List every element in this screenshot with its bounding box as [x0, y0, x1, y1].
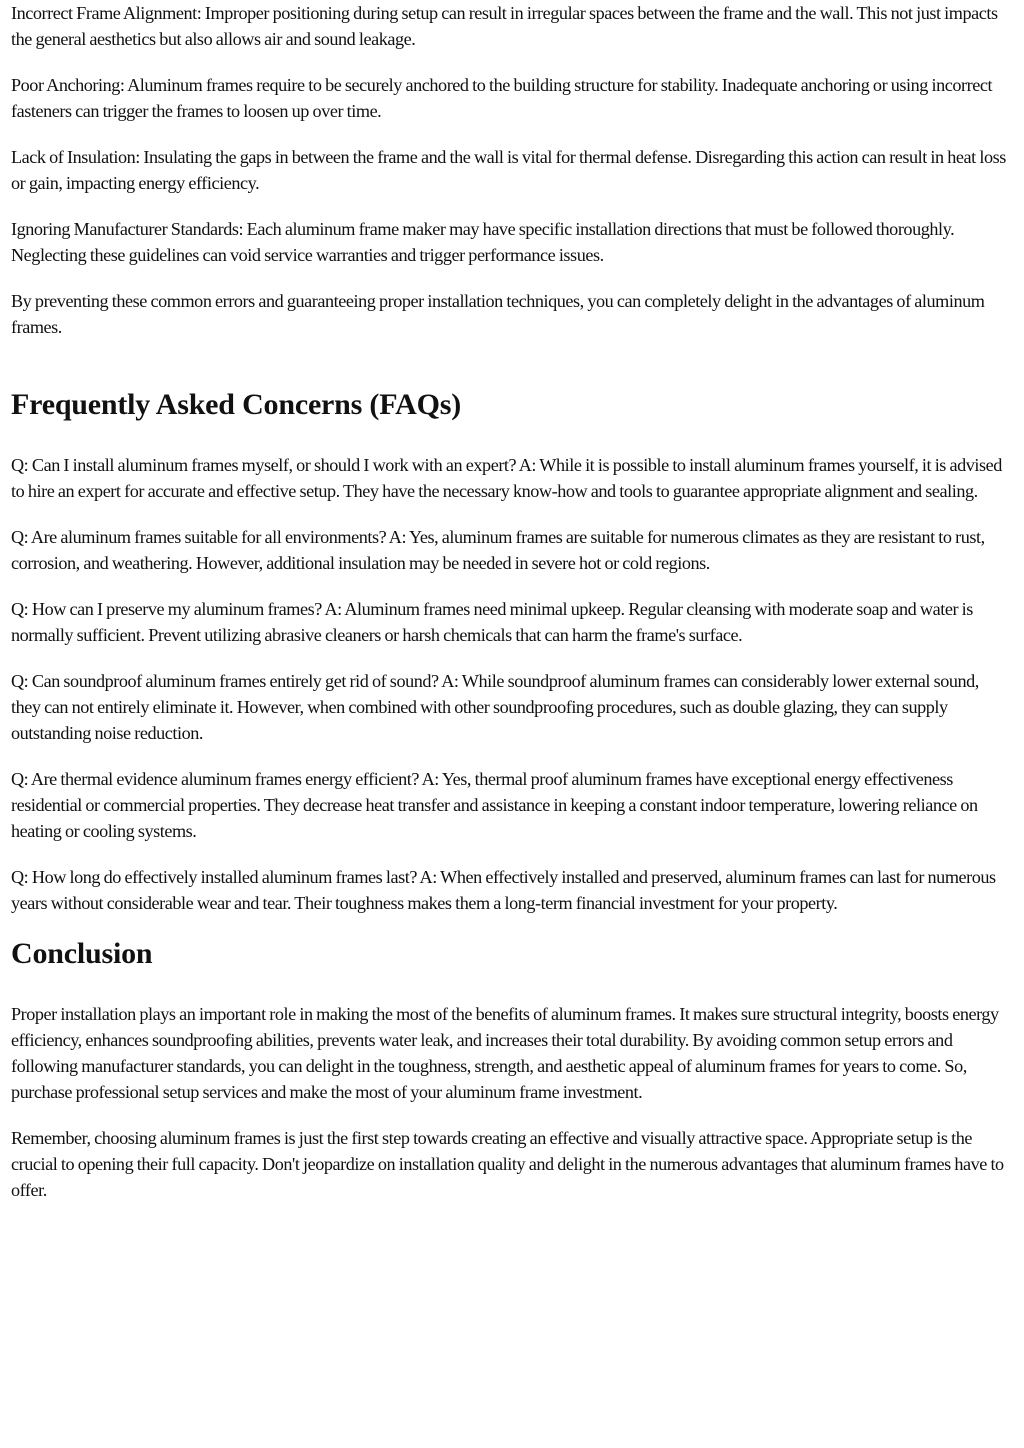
faq-item-thermal: Q: Are thermal evidence aluminum frames energy efficient? A: Yes, thermal proof aluminum frames have exceptional energy effectiveness residential or commercial properties. They decrease heat transfer and assistance in keeping a constant indoor temperature, lowering reliance on heating or cooling systems.	[11, 769, 978, 841]
paragraph-manufacturer-standards: Ignoring Manufacturer Standards: Each aluminum frame maker may have specific installation directions that must be followed thoroughly. Neglecting these guidelines can void service warranties and trigger performance issues.	[11, 219, 955, 265]
faq-item-soundproof: Q: Can soundproof aluminum frames entirely get rid of sound? A: While soundproof aluminum frames can considerably lower external sound, they can not entirely eliminate it. However, when combined with other soundproofing procedures, such as double glazing, they can supply outstanding noise reduction.	[11, 671, 979, 743]
faq-item-environments: Q: Are aluminum frames suitable for all environments? A: Yes, aluminum frames are suitable for numerous climates as they are resistant to rust, corrosion, and weathering. However, additional insulation may be needed in severe hot or cold regions.	[11, 527, 985, 573]
conclusion-paragraph-2: Remember, choosing aluminum frames is just the first step towards creating an effective and visually attractive space. Appropriate setup is the crucial to opening their full capacity. Don't jeopardize on installation quality and delight in the numerous advantages that aluminum frames have to offer.	[11, 1128, 1004, 1200]
faq-item-install-myself: Q: Can I install aluminum frames myself, or should I work with an expert? A: While it is possible to install aluminum frames yourself, it is advised to hire an expert for accurate and effective setup. They have the necessary know-how and tools to guarantee appropriate alignment and sealing.	[11, 455, 1002, 501]
faq-item-preserve: Q: How can I preserve my aluminum frames? A: Aluminum frames need minimal upkeep. Regular cleansing with moderate soap and water is normally sufficient. Prevent utilizing abrasive cleaners or harsh chemicals that can harm the frame's surface.	[11, 599, 973, 645]
paragraph-lack-of-insulation: Lack of Insulation: Insulating the gaps in between the frame and the wall is vital for thermal defense. Disregarding this action can result in heat loss or gain, impacting energy efficiency.	[11, 147, 1006, 193]
paragraph-preventing-errors: By preventing these common errors and guaranteeing proper installation techniques, you can completely delight in the advantages of aluminum frames.	[11, 291, 985, 337]
faq-heading: Frequently Asked Concerns (FAQs)	[11, 388, 461, 421]
faq-item-lifespan: Q: How long do effectively installed aluminum frames last? A: When effectively installed and preserved, aluminum frames can last for numerous years without considerable wear and tear. Their toughness makes them a long-term financial investment for your property.	[11, 867, 996, 913]
paragraph-frame-alignment: Incorrect Frame Alignment: Improper positioning during setup can result in irregular spaces between the frame and the wall. This not just impacts the general aesthetics but also allows air and sound leakage.	[11, 3, 998, 49]
document-page	[11, 0, 1011, 1223]
paragraph-poor-anchoring: Poor Anchoring: Aluminum frames require to be securely anchored to the building structure for stability. Inadequate anchoring or using incorrect fasteners can trigger the frames to loosen up over time.	[11, 75, 993, 121]
conclusion-heading: Conclusion	[11, 937, 153, 970]
conclusion-paragraph-1: Proper installation plays an important role in making the most of the benefits of aluminum frames. It makes sure structural integrity, boosts energy efficiency, enhances soundproofing abilities, prevents water leak, and increases their total durability. By avoiding common setup errors and following manufacturer standards, you can delight in the toughness, strength, and aesthetic appeal of aluminum frames for years to come. So, purchase professional setup services and make the most of your aluminum frame investment.	[11, 1004, 999, 1102]
